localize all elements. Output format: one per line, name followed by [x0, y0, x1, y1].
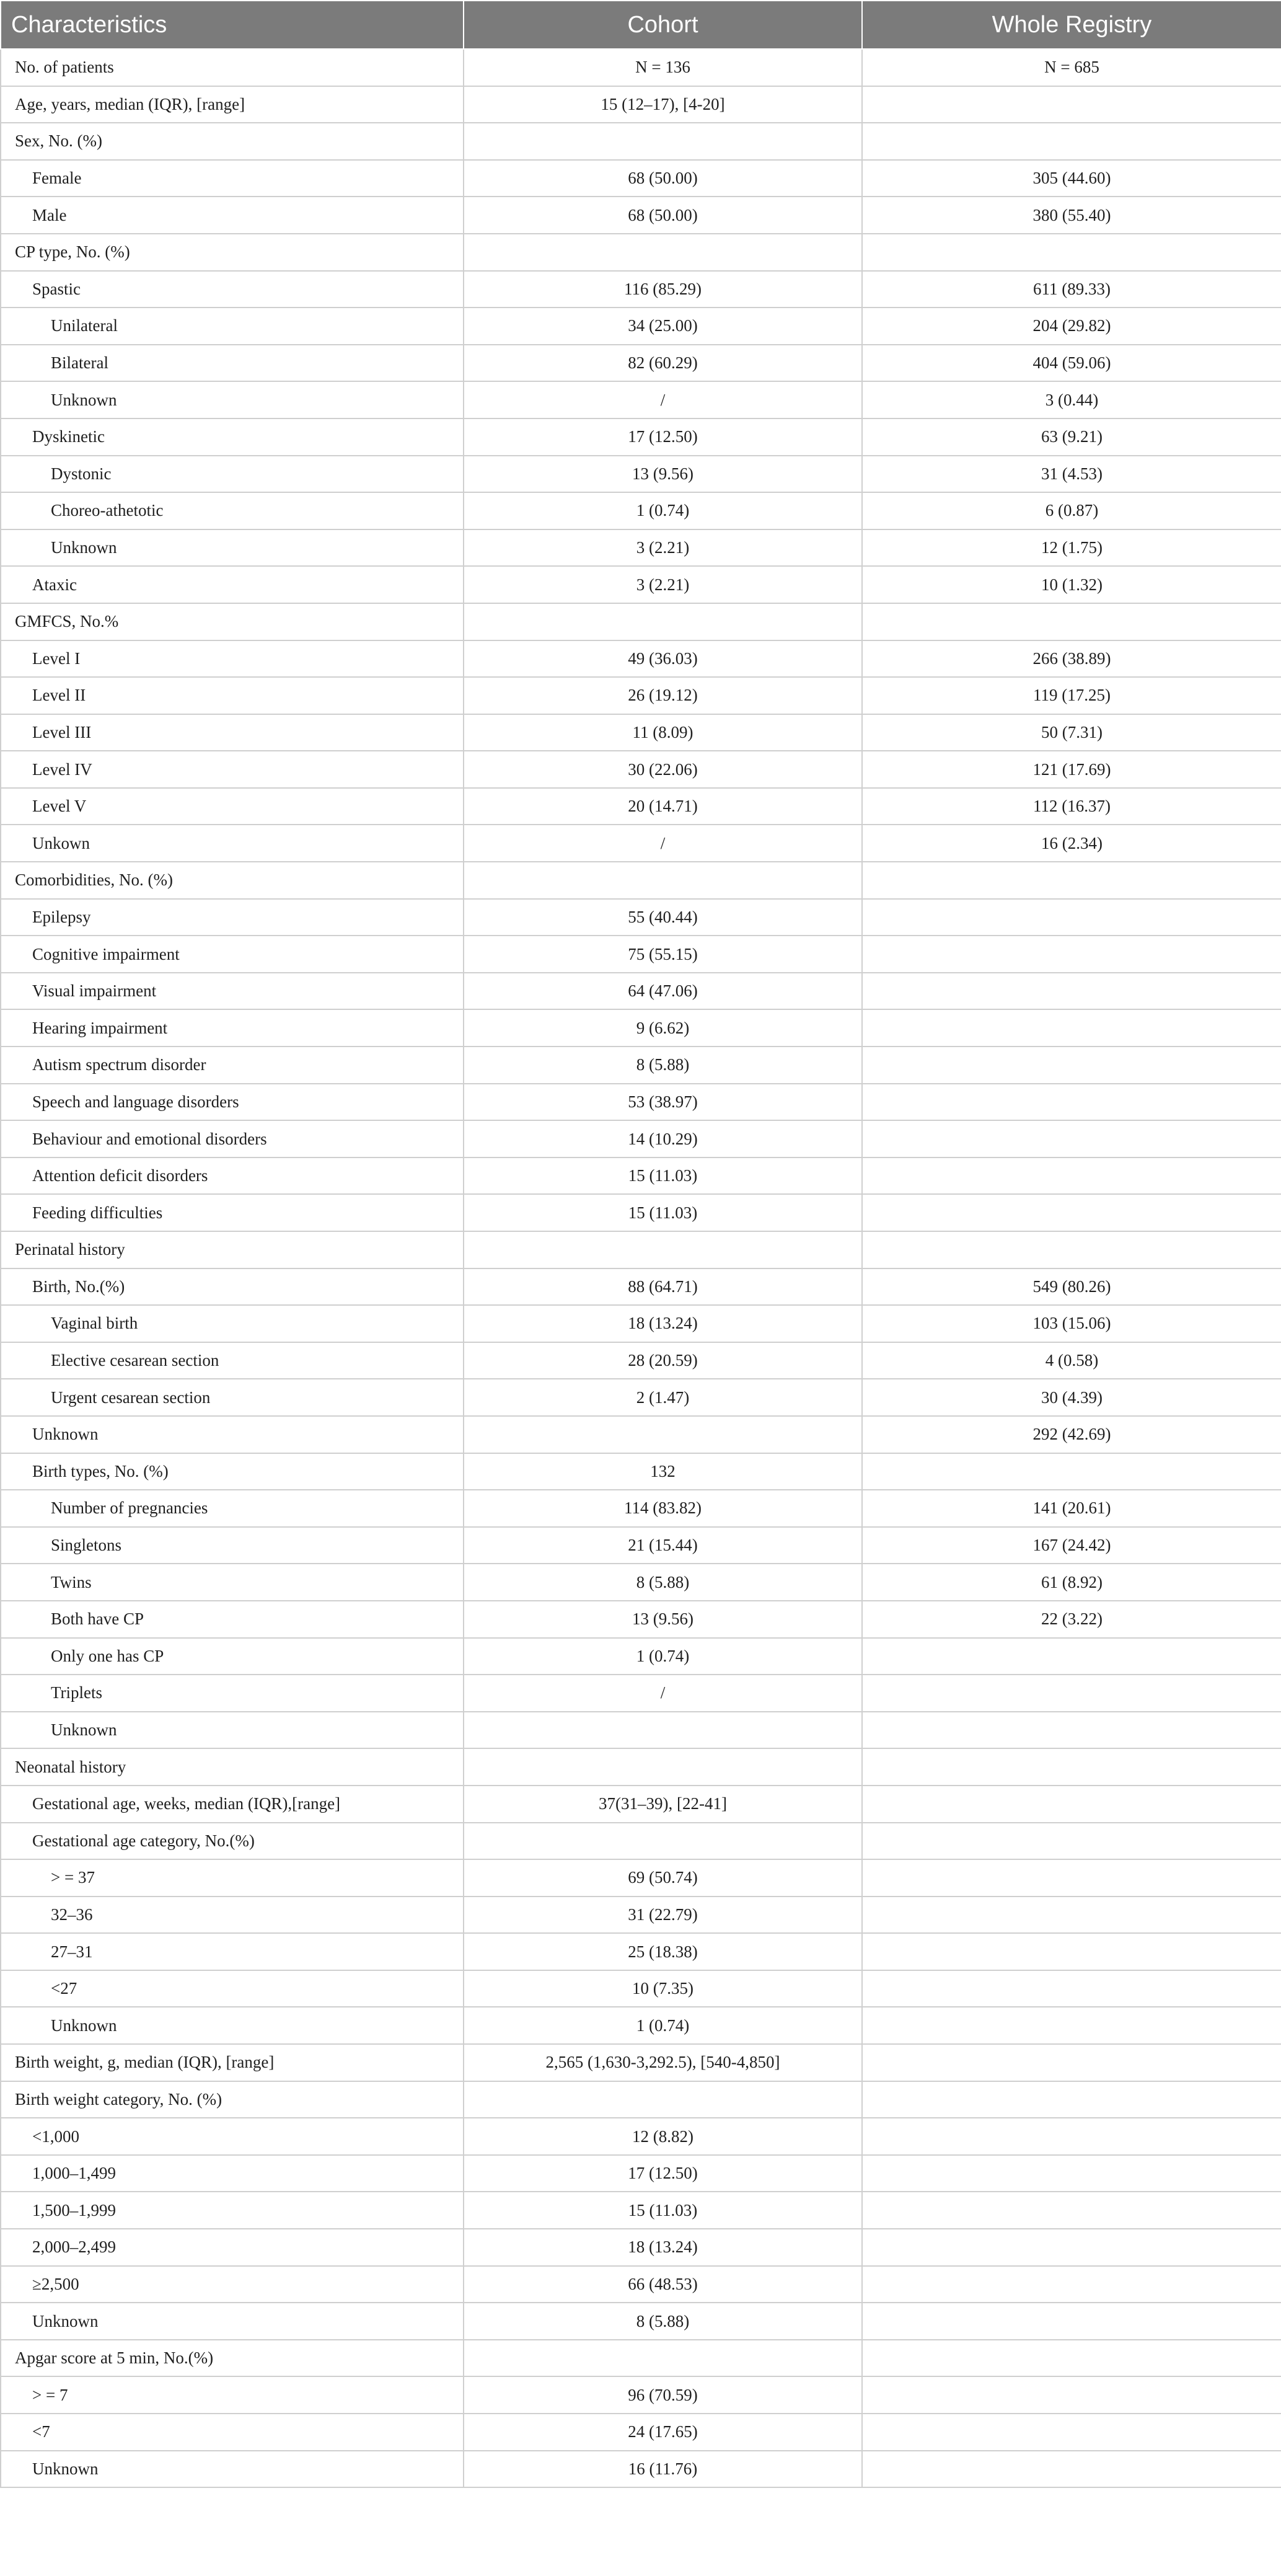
- cohort-value: 8 (5.88): [464, 1047, 862, 1084]
- registry-value: 167 (24.42): [862, 1527, 1281, 1564]
- registry-value: [862, 2229, 1281, 2266]
- cohort-value: 37(31–39), [22-41]: [464, 1786, 862, 1823]
- row-label: Twins: [1, 1564, 464, 1601]
- table-row: [1, 1416, 1281, 1453]
- row-label: Sex, No. (%): [1, 123, 464, 160]
- table-row: [1, 1712, 1281, 1749]
- registry-value: 6 (0.87): [862, 492, 1281, 529]
- table-row: [1, 751, 1281, 788]
- registry-value: 141 (20.61): [862, 1490, 1281, 1527]
- table-row: [1, 566, 1281, 603]
- cohort-value: 10 (7.35): [464, 1970, 862, 2007]
- table-row: [1, 1009, 1281, 1047]
- registry-value: 119 (17.25): [862, 677, 1281, 714]
- row-label: Speech and language disorders: [1, 1084, 464, 1121]
- table-row: [1, 2118, 1281, 2155]
- registry-value: [862, 1194, 1281, 1231]
- table-row: [1, 2340, 1281, 2377]
- cohort-value: 68 (50.00): [464, 160, 862, 197]
- registry-value: 549 (80.26): [862, 1268, 1281, 1306]
- cohort-value: 1 (0.74): [464, 492, 862, 529]
- cohort-value: 15 (11.03): [464, 2192, 862, 2229]
- cohort-value: [464, 2340, 862, 2377]
- cohort-value: 1 (0.74): [464, 2007, 862, 2044]
- table-row: [1, 788, 1281, 825]
- table-row: [1, 1933, 1281, 1970]
- cohort-value: 69 (50.74): [464, 1859, 862, 1897]
- row-label: Autism spectrum disorder: [1, 1047, 464, 1084]
- registry-value: [862, 1675, 1281, 1712]
- cohort-value: 55 (40.44): [464, 899, 862, 936]
- cohort-value: 18 (13.24): [464, 1305, 862, 1342]
- table-row: [1, 1490, 1281, 1527]
- row-label: Birth types, No. (%): [1, 1453, 464, 1490]
- cohort-value: 20 (14.71): [464, 788, 862, 825]
- table-row: [1, 1120, 1281, 1157]
- table-row: [1, 492, 1281, 529]
- cohort-value: 88 (64.71): [464, 1268, 862, 1306]
- row-label: ≥2,500: [1, 2266, 464, 2303]
- registry-value: [862, 1712, 1281, 1749]
- cohort-value: [464, 603, 862, 640]
- cohort-value: 30 (22.06): [464, 751, 862, 788]
- registry-value: [862, 1933, 1281, 1970]
- row-label: Unknown: [1, 381, 464, 418]
- registry-value: [862, 2303, 1281, 2340]
- row-label: Level III: [1, 714, 464, 751]
- registry-value: [862, 936, 1281, 973]
- row-label: Bilateral: [1, 345, 464, 382]
- cohort-value: 132: [464, 1453, 862, 1490]
- table-row: [1, 2414, 1281, 2451]
- registry-value: [862, 86, 1281, 123]
- row-label: Singletons: [1, 1527, 464, 1564]
- row-label: Apgar score at 5 min, No.(%): [1, 2340, 464, 2377]
- cohort-value: /: [464, 381, 862, 418]
- registry-value: [862, 2155, 1281, 2192]
- cohort-value: [464, 1748, 862, 1786]
- row-label: 1,500–1,999: [1, 2192, 464, 2229]
- cohort-value: 31 (22.79): [464, 1897, 862, 1934]
- table-row: [1, 345, 1281, 382]
- registry-value: [862, 1009, 1281, 1047]
- registry-value: [862, 2081, 1281, 2118]
- row-label: 1,000–1,499: [1, 2155, 464, 2192]
- table-row: [1, 973, 1281, 1010]
- cohort-value: 12 (8.82): [464, 2118, 862, 2155]
- table-header: [1, 1, 1281, 49]
- table-row: [1, 49, 1281, 86]
- cohort-value: 96 (70.59): [464, 2376, 862, 2414]
- table-row: [1, 2081, 1281, 2118]
- table-row: [1, 86, 1281, 123]
- cohort-value: 8 (5.88): [464, 1564, 862, 1601]
- row-label: Unknown: [1, 2303, 464, 2340]
- row-label: 2,000–2,499: [1, 2229, 464, 2266]
- registry-value: [862, 1084, 1281, 1121]
- table-row: [1, 160, 1281, 197]
- cohort-value: 75 (55.15): [464, 936, 862, 973]
- table-row: [1, 825, 1281, 862]
- table-row: [1, 418, 1281, 456]
- row-label: > = 37: [1, 1859, 464, 1897]
- cohort-value: [464, 1823, 862, 1860]
- row-label: Female: [1, 160, 464, 197]
- cohort-value: 13 (9.56): [464, 1601, 862, 1638]
- row-label: 27–31: [1, 1933, 464, 1970]
- row-label: Level I: [1, 640, 464, 678]
- table-row: [1, 2192, 1281, 2229]
- registry-value: 305 (44.60): [862, 160, 1281, 197]
- cohort-value: 34 (25.00): [464, 308, 862, 345]
- registry-value: 31 (4.53): [862, 456, 1281, 493]
- row-label: Ataxic: [1, 566, 464, 603]
- registry-value: [862, 1748, 1281, 1786]
- registry-value: [862, 2192, 1281, 2229]
- row-label: Unkown: [1, 825, 464, 862]
- table-row: [1, 2451, 1281, 2488]
- row-label: Number of pregnancies: [1, 1490, 464, 1527]
- cohort-value: 14 (10.29): [464, 1120, 862, 1157]
- registry-value: [862, 2007, 1281, 2044]
- registry-value: 3 (0.44): [862, 381, 1281, 418]
- table-row: [1, 2229, 1281, 2266]
- row-label: Epilepsy: [1, 899, 464, 936]
- row-label: Behaviour and emotional disorders: [1, 1120, 464, 1157]
- row-label: Elective cesarean section: [1, 1342, 464, 1379]
- header-cohort: Cohort: [464, 1, 862, 49]
- cohort-value: 49 (36.03): [464, 640, 862, 678]
- registry-value: 266 (38.89): [862, 640, 1281, 678]
- row-label: 32–36: [1, 1897, 464, 1934]
- registry-value: [862, 1859, 1281, 1897]
- table-row: [1, 2044, 1281, 2081]
- table-row: [1, 1786, 1281, 1823]
- row-label: Attention deficit disorders: [1, 1157, 464, 1195]
- table-row: [1, 271, 1281, 308]
- row-label: Gestational age, weeks, median (IQR),[range]: [1, 1786, 464, 1823]
- row-label: Neonatal history: [1, 1748, 464, 1786]
- cohort-value: 28 (20.59): [464, 1342, 862, 1379]
- table-row: [1, 1047, 1281, 1084]
- header-whole-registry: Whole Registry: [862, 1, 1281, 49]
- table-row: [1, 714, 1281, 751]
- row-label: CP type, No. (%): [1, 234, 464, 271]
- cohort-value: 15 (11.03): [464, 1194, 862, 1231]
- cohort-value: 64 (47.06): [464, 973, 862, 1010]
- cohort-value: 11 (8.09): [464, 714, 862, 751]
- table-row: [1, 1157, 1281, 1195]
- row-label: Gestational age category, No.(%): [1, 1823, 464, 1860]
- table-row: [1, 1527, 1281, 1564]
- table-row: [1, 936, 1281, 973]
- row-label: Unknown: [1, 1416, 464, 1453]
- registry-value: 63 (9.21): [862, 418, 1281, 456]
- row-label: Vaginal birth: [1, 1305, 464, 1342]
- row-label: <1,000: [1, 2118, 464, 2155]
- table-row: [1, 603, 1281, 640]
- table-row: [1, 2155, 1281, 2192]
- table-row: [1, 1379, 1281, 1416]
- registry-value: 204 (29.82): [862, 308, 1281, 345]
- registry-value: [862, 2451, 1281, 2488]
- registry-value: [862, 2118, 1281, 2155]
- row-label: Age, years, median (IQR), [range]: [1, 86, 464, 123]
- row-label: Level II: [1, 677, 464, 714]
- registry-value: 292 (42.69): [862, 1416, 1281, 1453]
- table-row: [1, 1970, 1281, 2007]
- registry-value: [862, 1047, 1281, 1084]
- registry-value: [862, 1157, 1281, 1195]
- registry-value: [862, 2376, 1281, 2414]
- table-row: [1, 1823, 1281, 1860]
- table-row: [1, 123, 1281, 160]
- table-row: [1, 1564, 1281, 1601]
- table-row: [1, 1748, 1281, 1786]
- row-label: Spastic: [1, 271, 464, 308]
- table-row: [1, 1305, 1281, 1342]
- registry-value: 12 (1.75): [862, 529, 1281, 567]
- row-label: Urgent cesarean section: [1, 1379, 464, 1416]
- row-label: Triplets: [1, 1675, 464, 1712]
- table-row: [1, 234, 1281, 271]
- registry-value: [862, 2414, 1281, 2451]
- cohort-value: [464, 123, 862, 160]
- registry-value: 112 (16.37): [862, 788, 1281, 825]
- table-row: [1, 677, 1281, 714]
- table-row: [1, 2303, 1281, 2340]
- cohort-value: 18 (13.24): [464, 2229, 862, 2266]
- registry-value: 4 (0.58): [862, 1342, 1281, 1379]
- row-label: Dyskinetic: [1, 418, 464, 456]
- header-characteristics: Characteristics: [1, 1, 464, 49]
- row-label: Both have CP: [1, 1601, 464, 1638]
- cohort-value: 17 (12.50): [464, 2155, 862, 2192]
- table-row: [1, 899, 1281, 936]
- cohort-value: 9 (6.62): [464, 1009, 862, 1047]
- table-row: [1, 308, 1281, 345]
- cohort-value: 13 (9.56): [464, 456, 862, 493]
- row-label: Unilateral: [1, 308, 464, 345]
- table-row: [1, 1342, 1281, 1379]
- table-row: [1, 1638, 1281, 1675]
- registry-value: 380 (55.40): [862, 197, 1281, 234]
- registry-value: [862, 1823, 1281, 1860]
- table-row: [1, 1268, 1281, 1306]
- cohort-value: [464, 234, 862, 271]
- cohort-value: 8 (5.88): [464, 2303, 862, 2340]
- table-row: [1, 2007, 1281, 2044]
- cohort-value: 53 (38.97): [464, 1084, 862, 1121]
- registry-value: 10 (1.32): [862, 566, 1281, 603]
- table-row: [1, 197, 1281, 234]
- row-label: Unknown: [1, 1712, 464, 1749]
- registry-value: [862, 1638, 1281, 1675]
- row-label: Level V: [1, 788, 464, 825]
- cohort-value: 1 (0.74): [464, 1638, 862, 1675]
- table-row: [1, 862, 1281, 899]
- cohort-value: 15 (11.03): [464, 1157, 862, 1195]
- table-row: [1, 1897, 1281, 1934]
- row-label: Perinatal history: [1, 1231, 464, 1268]
- row-label: Unknown: [1, 2007, 464, 2044]
- row-label: Comorbidities, No. (%): [1, 862, 464, 899]
- table-row: [1, 1084, 1281, 1121]
- registry-value: 30 (4.39): [862, 1379, 1281, 1416]
- row-label: Only one has CP: [1, 1638, 464, 1675]
- table-row: [1, 1453, 1281, 1490]
- table-row: [1, 640, 1281, 678]
- header-row: [1, 1, 1281, 49]
- row-label: Visual impairment: [1, 973, 464, 1010]
- registry-value: [862, 2044, 1281, 2081]
- cohort-value: /: [464, 825, 862, 862]
- registry-value: [862, 1120, 1281, 1157]
- cohort-value: [464, 862, 862, 899]
- row-label: No. of patients: [1, 49, 464, 86]
- cohort-value: [464, 2081, 862, 2118]
- registry-value: 404 (59.06): [862, 345, 1281, 382]
- table-row: [1, 1675, 1281, 1712]
- registry-value: 61 (8.92): [862, 1564, 1281, 1601]
- cohort-value: /: [464, 1675, 862, 1712]
- cohort-value: 25 (18.38): [464, 1933, 862, 1970]
- cohort-value: 82 (60.29): [464, 345, 862, 382]
- cohort-value: [464, 1231, 862, 1268]
- registry-value: [862, 973, 1281, 1010]
- cohort-value: 17 (12.50): [464, 418, 862, 456]
- table-row: [1, 1231, 1281, 1268]
- row-label: <7: [1, 2414, 464, 2451]
- registry-value: 103 (15.06): [862, 1305, 1281, 1342]
- row-label: Level IV: [1, 751, 464, 788]
- cohort-value: 114 (83.82): [464, 1490, 862, 1527]
- cohort-value: 2,565 (1,630-3,292.5), [540-4,850]: [464, 2044, 862, 2081]
- cohort-value: [464, 1416, 862, 1453]
- table-row: [1, 1859, 1281, 1897]
- row-label: Unknown: [1, 2451, 464, 2488]
- row-label: Cognitive impairment: [1, 936, 464, 973]
- registry-value: 611 (89.33): [862, 271, 1281, 308]
- row-label: Unknown: [1, 529, 464, 567]
- cohort-value: 68 (50.00): [464, 197, 862, 234]
- row-label: Birth, No.(%): [1, 1268, 464, 1306]
- row-label: Birth weight category, No. (%): [1, 2081, 464, 2118]
- registry-value: [862, 1970, 1281, 2007]
- table-row: [1, 2376, 1281, 2414]
- row-label: Birth weight, g, median (IQR), [range]: [1, 2044, 464, 2081]
- cohort-value: 3 (2.21): [464, 529, 862, 567]
- registry-value: 16 (2.34): [862, 825, 1281, 862]
- registry-value: [862, 1897, 1281, 1934]
- row-label: GMFCS, No.%: [1, 603, 464, 640]
- registry-value: [862, 2340, 1281, 2377]
- cohort-value: 15 (12–17), [4-20]: [464, 86, 862, 123]
- row-label: Feeding difficulties: [1, 1194, 464, 1231]
- cohort-value: 116 (85.29): [464, 271, 862, 308]
- registry-value: [862, 862, 1281, 899]
- table-row: [1, 456, 1281, 493]
- table-row: [1, 2266, 1281, 2303]
- table-row: [1, 1194, 1281, 1231]
- table-body: [1, 49, 1281, 2487]
- cohort-value: 21 (15.44): [464, 1527, 862, 1564]
- table-row: [1, 529, 1281, 567]
- registry-value: [862, 2266, 1281, 2303]
- registry-value: 50 (7.31): [862, 714, 1281, 751]
- row-label: Hearing impairment: [1, 1009, 464, 1047]
- cohort-value: 16 (11.76): [464, 2451, 862, 2488]
- cohort-value: N = 136: [464, 49, 862, 86]
- row-label: Dystonic: [1, 456, 464, 493]
- registry-value: [862, 1786, 1281, 1823]
- row-label: Choreo-athetotic: [1, 492, 464, 529]
- cohort-value: 24 (17.65): [464, 2414, 862, 2451]
- cohort-value: [464, 1712, 862, 1749]
- row-label: > = 7: [1, 2376, 464, 2414]
- row-label: Male: [1, 197, 464, 234]
- registry-value: [862, 1453, 1281, 1490]
- table-row: [1, 1601, 1281, 1638]
- registry-value: [862, 234, 1281, 271]
- cohort-value: 2 (1.47): [464, 1379, 862, 1416]
- cohort-value: 3 (2.21): [464, 566, 862, 603]
- registry-value: [862, 899, 1281, 936]
- registry-value: 22 (3.22): [862, 1601, 1281, 1638]
- row-label: <27: [1, 1970, 464, 2007]
- cohort-value: 66 (48.53): [464, 2266, 862, 2303]
- cohort-value: 26 (19.12): [464, 677, 862, 714]
- registry-value: N = 685: [862, 49, 1281, 86]
- registry-value: 121 (17.69): [862, 751, 1281, 788]
- table-row: [1, 381, 1281, 418]
- registry-value: [862, 603, 1281, 640]
- registry-value: [862, 123, 1281, 160]
- registry-value: [862, 1231, 1281, 1268]
